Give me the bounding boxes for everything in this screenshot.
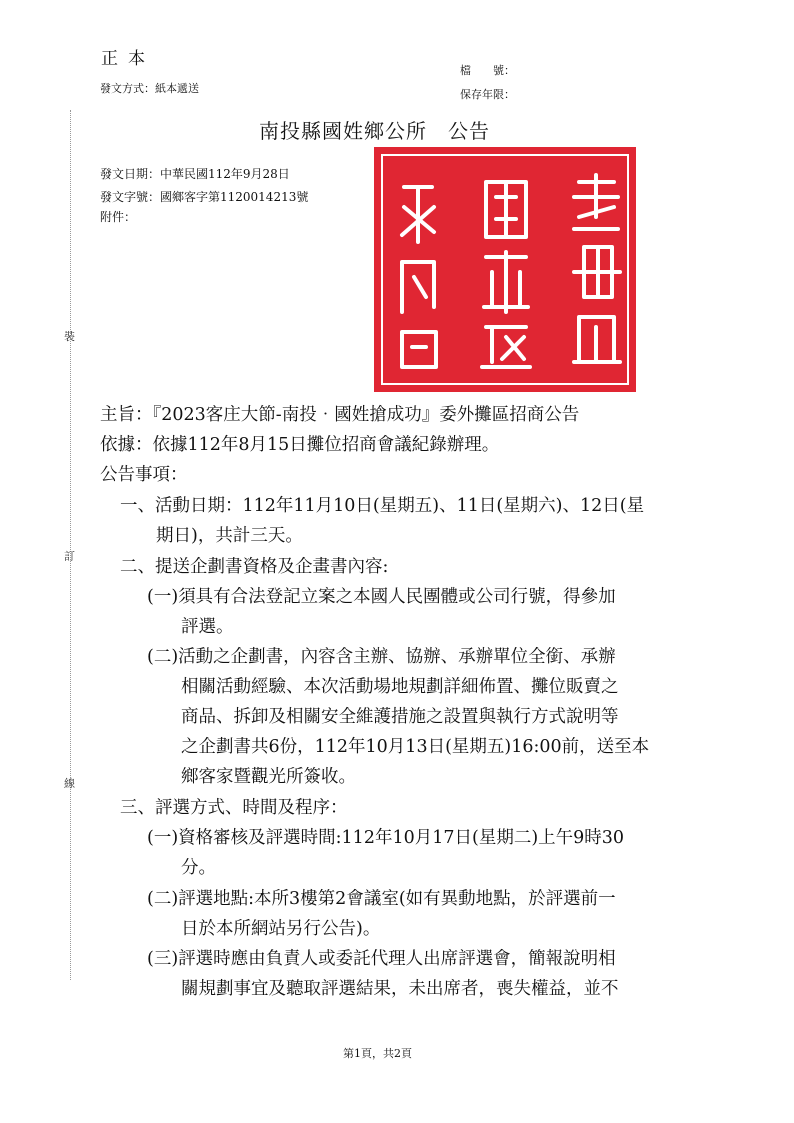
item2-1-line2: 評選。 xyxy=(181,617,234,637)
subject-line: 主旨：『2023客庄大節-南投‧國姓搶成功』委外攤區招商公告 xyxy=(100,405,580,425)
binding-mark-bottom: 線 xyxy=(64,777,75,790)
item2-2-line1: (二)活動之企劃書，內容含主辦、協辦、承辦單位全銜、承辦 xyxy=(147,647,616,667)
item2-1-line1: (一)須具有合法登記立案之本國人民團體或公司行號，得參加 xyxy=(147,587,616,607)
basis-line: 依據：依據112年8月15日攤位招商會議紀錄辦理。 xyxy=(100,435,500,455)
item1-line2: 期日)，共計三天。 xyxy=(156,526,303,546)
item3-3-line1: (三)評選時應由負責人或委託代理人出席評選會，簡報說明相 xyxy=(147,949,616,969)
item3-3-line2: 關規劃事宜及聽取評選結果，未出席者，喪失權益，並不 xyxy=(181,979,619,999)
item3-2-line1: (二)評選地點:本所3樓第2會議室(如有異動地點，於評選前一 xyxy=(147,889,616,909)
item2-2-line4: 之企劃書共6份，112年10月13日(星期五)16:00前，送至本 xyxy=(181,737,650,757)
binding-mark-top: 裝 xyxy=(64,330,75,343)
items-heading: 公告事項： xyxy=(100,465,188,485)
copy-mark: 正本 xyxy=(101,49,155,69)
item3-heading: 三、評選方式、時間及程序： xyxy=(120,798,348,818)
item2-2-line3: 商品、拆卸及相關安全維護措施之設置與執行方式說明等 xyxy=(181,707,619,727)
page-title: 南投縣國姓鄉公所 公告 xyxy=(259,119,490,143)
item2-2-line2: 相關活動經驗、本次活動場地規劃詳細佈置、攤位販賣之 xyxy=(181,677,619,697)
seal-stamp-icon xyxy=(374,147,636,392)
item1-line1: 一、活動日期：112年11月10日(星期五)、11日(星期六)、12日(星 xyxy=(120,496,645,516)
item3-1-line1: (一)資格審核及評選時間:112年10月17日(星期二)上午9時30 xyxy=(147,828,625,848)
attachment: 附件： xyxy=(100,210,137,224)
retention-period: 保存年限： xyxy=(460,88,515,101)
send-method: 發文方式：紙本遞送 xyxy=(100,82,199,95)
binding-line xyxy=(70,110,71,980)
item2-2-line5: 鄉客家暨觀光所簽收。 xyxy=(181,767,356,787)
binding-mark-middle: 訂 xyxy=(64,550,75,563)
issue-date: 發文日期：中華民國112年9月28日 xyxy=(100,167,290,181)
item3-1-line2: 分。 xyxy=(181,858,216,878)
page-number: 第1頁，共2頁 xyxy=(343,1047,412,1060)
document-number: 發文字號：國鄉客字第1120014213號 xyxy=(100,190,309,204)
item3-2-line2: 日於本所網站另行公告)。 xyxy=(181,919,381,939)
archive-number: 檔 號： xyxy=(460,64,515,77)
official-seal xyxy=(374,147,636,392)
item2-heading: 二、提送企劃書資格及企畫書內容: xyxy=(120,557,389,577)
